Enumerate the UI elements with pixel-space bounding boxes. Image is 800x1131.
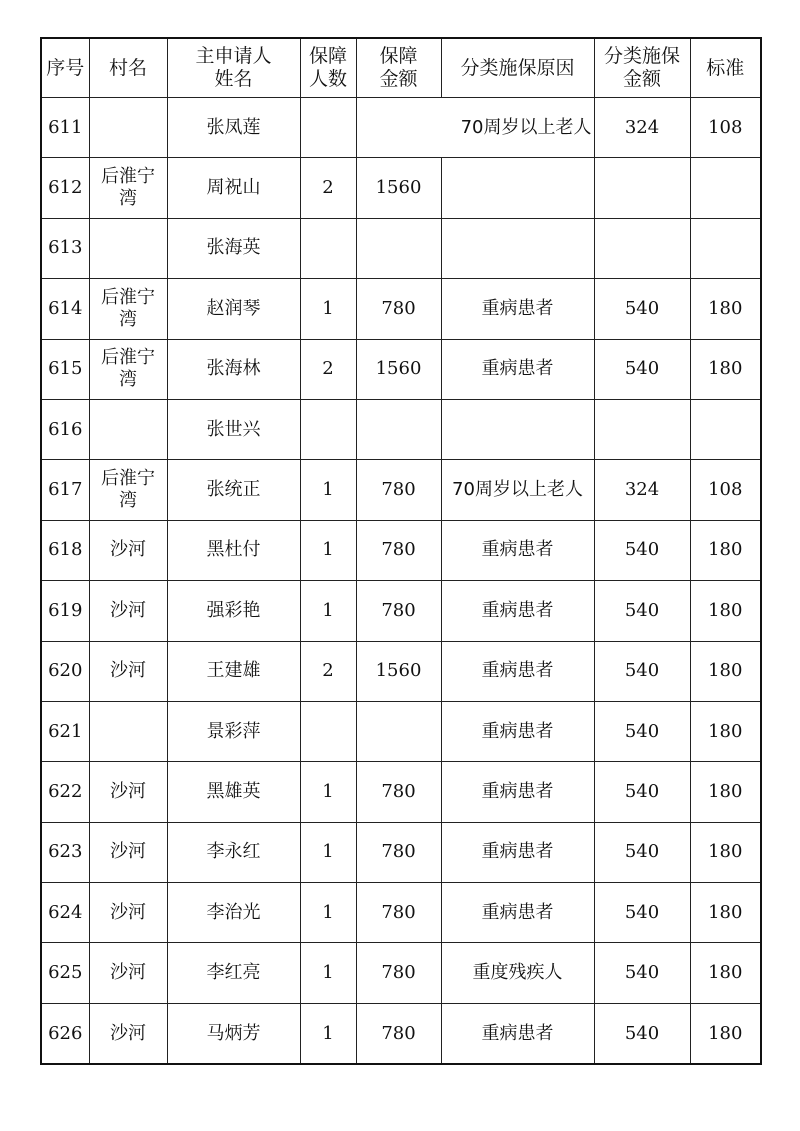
cell-standard (690, 399, 761, 459)
table-row (41, 581, 761, 641)
cell-amount: 780 (356, 762, 441, 822)
header-seq: 序号 (41, 38, 89, 98)
cell-village: 后淮宁湾 (89, 460, 167, 520)
cell-class-amount: 540 (594, 339, 690, 399)
cell-reason: 重病患者 (441, 701, 594, 761)
cell-applicant: 张海林 (167, 339, 300, 399)
cell-class-amount (594, 399, 690, 459)
header-applicant: 主申请人姓名 (167, 38, 300, 98)
cell-reason (441, 158, 594, 218)
table-row (41, 641, 761, 701)
cell-village (89, 218, 167, 278)
table-row (41, 883, 761, 943)
header-persons: 保障人数 (300, 38, 356, 98)
cell-reason: 重病患者 (441, 339, 594, 399)
cell-seq: 618 (41, 520, 89, 580)
table-row (41, 218, 761, 278)
cell-class-amount: 540 (594, 581, 690, 641)
table-row (41, 279, 761, 339)
cell-seq: 620 (41, 641, 89, 701)
cell-village: 沙河 (89, 641, 167, 701)
header-village: 村名 (89, 38, 167, 98)
cell-seq: 626 (41, 1003, 89, 1064)
cell-class-amount: 540 (594, 279, 690, 339)
cell-applicant: 黑杜付 (167, 520, 300, 580)
cell-persons (300, 399, 356, 459)
cell-amount: 780 (356, 943, 441, 1003)
cell-reason: 重病患者 (441, 762, 594, 822)
cell-standard: 180 (690, 762, 761, 822)
cell-reason: 重病患者 (441, 641, 594, 701)
cell-seq: 619 (41, 581, 89, 641)
cell-persons: 1 (300, 520, 356, 580)
cell-persons (300, 701, 356, 761)
cell-standard: 180 (690, 520, 761, 580)
cell-village: 沙河 (89, 762, 167, 822)
cell-reason: 重病患者 (441, 822, 594, 882)
cell-seq: 613 (41, 218, 89, 278)
cell-village: 沙河 (89, 883, 167, 943)
cell-persons: 1 (300, 1003, 356, 1064)
table-row (41, 822, 761, 882)
cell-village: 后淮宁湾 (89, 158, 167, 218)
cell-standard: 108 (690, 98, 761, 158)
cell-village: 沙河 (89, 822, 167, 882)
cell-seq: 625 (41, 943, 89, 1003)
cell-reason: 70周岁以上老人 (356, 98, 594, 158)
cell-applicant: 王建雄 (167, 641, 300, 701)
cell-class-amount: 540 (594, 883, 690, 943)
cell-class-amount: 540 (594, 943, 690, 1003)
cell-amount: 1560 (356, 339, 441, 399)
table-row (41, 158, 761, 218)
cell-persons: 2 (300, 339, 356, 399)
cell-reason: 重病患者 (441, 279, 594, 339)
cell-class-amount: 540 (594, 822, 690, 882)
cell-applicant: 张统正 (167, 460, 300, 520)
cell-standard: 108 (690, 460, 761, 520)
cell-class-amount: 540 (594, 641, 690, 701)
cell-applicant: 马炳芳 (167, 1003, 300, 1064)
cell-reason: 重病患者 (441, 883, 594, 943)
table-row (41, 520, 761, 580)
cell-reason (441, 399, 594, 459)
cell-persons: 1 (300, 883, 356, 943)
cell-standard: 180 (690, 279, 761, 339)
cell-standard: 180 (690, 581, 761, 641)
cell-persons: 1 (300, 943, 356, 1003)
cell-reason: 70周岁以上老人 (441, 460, 594, 520)
cell-amount: 780 (356, 1003, 441, 1064)
cell-applicant: 李红亮 (167, 943, 300, 1003)
cell-amount: 780 (356, 883, 441, 943)
cell-applicant: 李永红 (167, 822, 300, 882)
cell-standard: 180 (690, 883, 761, 943)
header-class-amount: 分类施保金额 (594, 38, 690, 98)
table-row (41, 460, 761, 520)
cell-standard: 180 (690, 822, 761, 882)
cell-amount (356, 701, 441, 761)
header-standard: 标准 (690, 38, 761, 98)
header-amount: 保障金额 (356, 38, 441, 98)
welfare-table (40, 37, 762, 1065)
cell-seq: 616 (41, 399, 89, 459)
cell-reason: 重度残疾人 (441, 943, 594, 1003)
cell-reason: 重病患者 (441, 1003, 594, 1064)
cell-village (89, 98, 167, 158)
table-row (41, 399, 761, 459)
cell-amount: 1560 (356, 641, 441, 701)
cell-village: 后淮宁湾 (89, 339, 167, 399)
cell-persons: 1 (300, 279, 356, 339)
header-reason: 分类施保原因 (441, 38, 594, 98)
cell-persons: 2 (300, 158, 356, 218)
cell-standard (690, 158, 761, 218)
cell-standard: 180 (690, 641, 761, 701)
cell-class-amount: 540 (594, 762, 690, 822)
cell-seq: 624 (41, 883, 89, 943)
cell-applicant: 强彩艳 (167, 581, 300, 641)
cell-amount: 1560 (356, 158, 441, 218)
cell-class-amount: 540 (594, 701, 690, 761)
cell-amount: 780 (356, 581, 441, 641)
cell-reason: 重病患者 (441, 581, 594, 641)
table-row (41, 98, 761, 158)
table-row (41, 1003, 761, 1064)
cell-amount: 780 (356, 822, 441, 882)
cell-seq: 615 (41, 339, 89, 399)
cell-amount: 780 (356, 279, 441, 339)
cell-persons: 1 (300, 822, 356, 882)
table-row (41, 762, 761, 822)
header-row (41, 38, 761, 98)
cell-reason: 重病患者 (441, 520, 594, 580)
table-row (41, 701, 761, 761)
cell-applicant: 景彩萍 (167, 701, 300, 761)
cell-applicant: 赵润琴 (167, 279, 300, 339)
cell-standard: 180 (690, 701, 761, 761)
cell-village (89, 701, 167, 761)
cell-standard (690, 218, 761, 278)
cell-seq: 614 (41, 279, 89, 339)
cell-amount (356, 399, 441, 459)
cell-standard: 180 (690, 1003, 761, 1064)
cell-village: 沙河 (89, 581, 167, 641)
cell-amount: 780 (356, 520, 441, 580)
table-row (41, 943, 761, 1003)
cell-village (89, 399, 167, 459)
cell-village: 沙河 (89, 1003, 167, 1064)
cell-amount (356, 218, 441, 278)
cell-class-amount: 540 (594, 520, 690, 580)
cell-seq: 611 (41, 98, 89, 158)
cell-amount: 780 (356, 460, 441, 520)
cell-seq: 621 (41, 701, 89, 761)
cell-class-amount: 324 (594, 98, 690, 158)
cell-standard: 180 (690, 943, 761, 1003)
cell-persons (300, 218, 356, 278)
cell-applicant: 张凤莲 (167, 98, 300, 158)
cell-persons: 1 (300, 762, 356, 822)
cell-persons: 1 (300, 581, 356, 641)
cell-seq: 623 (41, 822, 89, 882)
cell-persons: 2 (300, 641, 356, 701)
cell-applicant: 黑雄英 (167, 762, 300, 822)
cell-persons: 1 (300, 460, 356, 520)
cell-applicant: 李治光 (167, 883, 300, 943)
cell-applicant: 周祝山 (167, 158, 300, 218)
cell-applicant: 张世兴 (167, 399, 300, 459)
cell-village: 沙河 (89, 520, 167, 580)
cell-standard: 180 (690, 339, 761, 399)
cell-class-amount: 540 (594, 1003, 690, 1064)
cell-village: 沙河 (89, 943, 167, 1003)
cell-seq: 617 (41, 460, 89, 520)
cell-reason (441, 218, 594, 278)
cell-seq: 612 (41, 158, 89, 218)
cell-applicant: 张海英 (167, 218, 300, 278)
cell-class-amount (594, 158, 690, 218)
cell-persons (300, 98, 356, 158)
cell-village: 后淮宁湾 (89, 279, 167, 339)
table-row (41, 339, 761, 399)
cell-seq: 622 (41, 762, 89, 822)
cell-class-amount: 324 (594, 460, 690, 520)
cell-class-amount (594, 218, 690, 278)
